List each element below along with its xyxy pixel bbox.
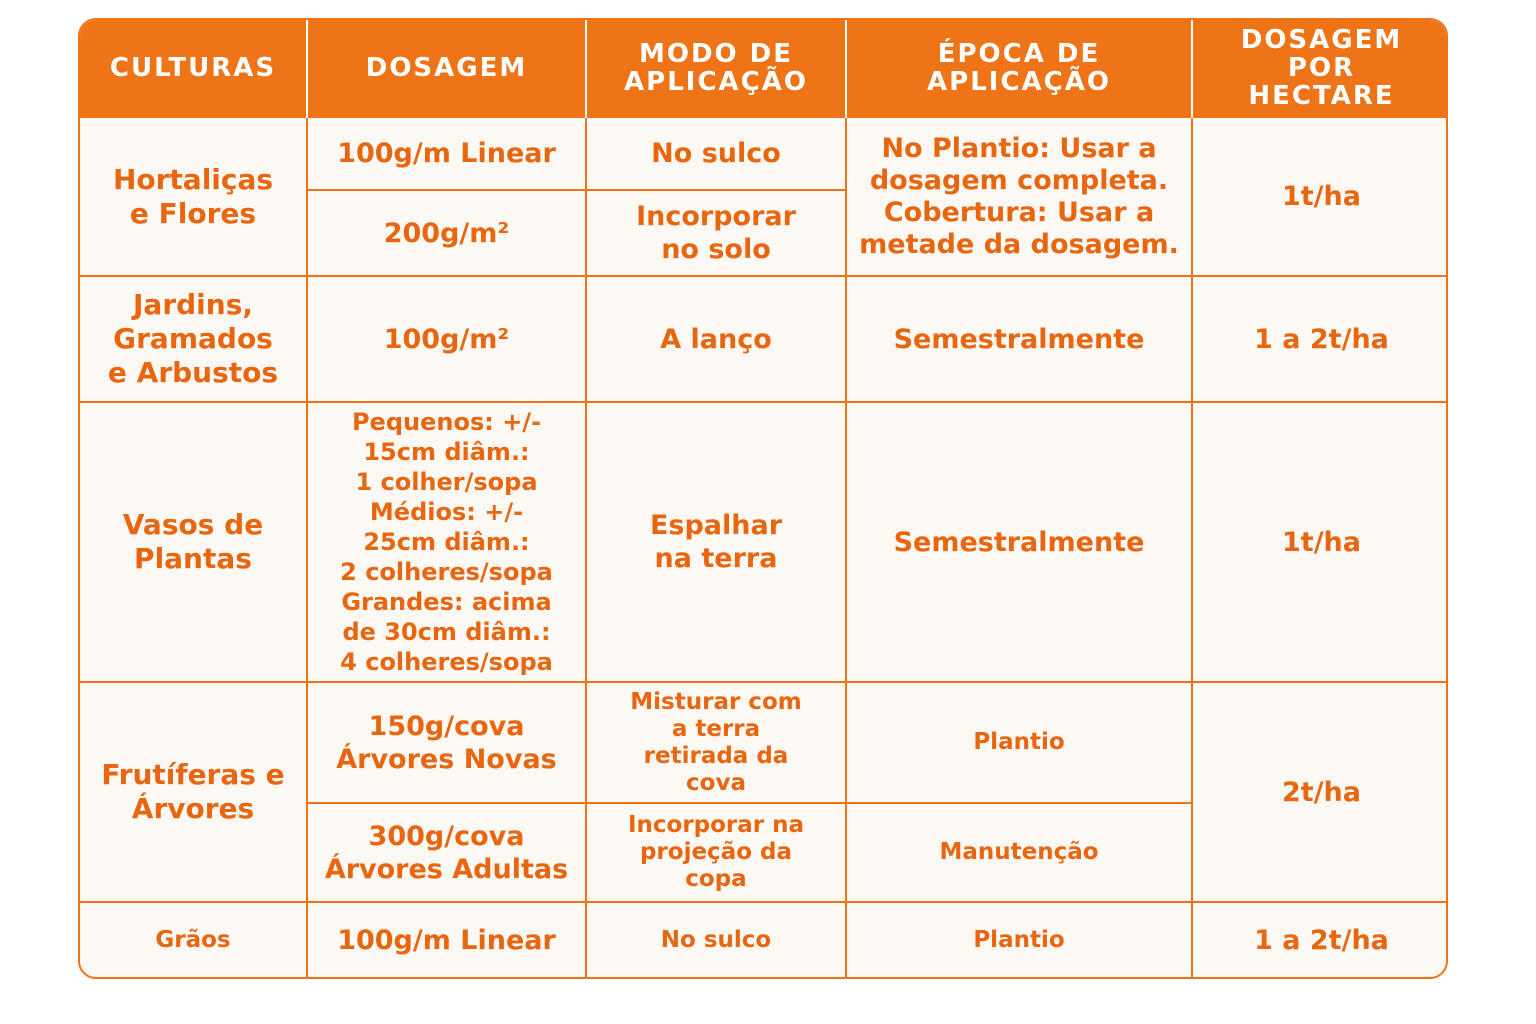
header-dosagem-hectare: DOSAGEM POR HECTARE xyxy=(1192,20,1448,117)
cultura-cell: Grãos xyxy=(80,902,307,977)
header-culturas: CULTURAS xyxy=(80,20,307,117)
modo-cell: No sulco xyxy=(586,117,846,190)
epoca-cell: Semestralmente xyxy=(846,402,1192,682)
header-modo-aplicacao: MODO DE APLICAÇÃO xyxy=(586,20,846,117)
epoca-cell: Plantio xyxy=(846,902,1192,977)
dosagem-cell: 150g/cova Árvores Novas xyxy=(307,682,586,803)
dosagem-cell: Pequenos: +/- 15cm diâm.: 1 colher/sopa Médios: +/- 25cm diâm.: 2 colheres/sopa Grandes: acima de 30cm diâm.: 4 colheres/sopa xyxy=(307,402,586,682)
hectare-cell: 1 a 2t/ha xyxy=(1192,276,1448,402)
dosagem-cell: 100g/m² xyxy=(307,276,586,402)
modo-cell: Espalhar na terra xyxy=(586,402,846,682)
epoca-cell: Plantio xyxy=(846,682,1192,803)
header-epoca-aplicacao: ÉPOCA DE APLICAÇÃO xyxy=(846,20,1192,117)
epoca-cell: Manutenção xyxy=(846,803,1192,902)
hectare-cell: 1t/ha xyxy=(1192,117,1448,276)
dosagem-cell: 300g/cova Árvores Adultas xyxy=(307,803,586,902)
application-table-container xyxy=(78,18,1448,979)
dosagem-cell: 100g/m Linear xyxy=(307,117,586,190)
cultura-cell: Hortaliças e Flores xyxy=(80,117,307,276)
table-row xyxy=(80,276,1448,402)
cultura-cell: Jardins, Gramados e Arbustos xyxy=(80,276,307,402)
hectare-cell: 1 a 2t/ha xyxy=(1192,902,1448,977)
table-row xyxy=(80,117,1448,190)
modo-cell: Incorporar na projeção da copa xyxy=(586,803,846,902)
dosagem-cell: 200g/m² xyxy=(307,190,586,276)
cultura-cell: Vasos de Plantas xyxy=(80,402,307,682)
header-dosagem: DOSAGEM xyxy=(307,20,586,117)
table-row xyxy=(80,682,1448,803)
table-row xyxy=(80,902,1448,977)
modo-cell: A lanço xyxy=(586,276,846,402)
modo-cell: No sulco xyxy=(586,902,846,977)
hectare-cell: 2t/ha xyxy=(1192,682,1448,902)
cultura-cell: Frutíferas e Árvores xyxy=(80,682,307,902)
modo-cell: Incorporar no solo xyxy=(586,190,846,276)
modo-cell: Misturar com a terra retirada da cova xyxy=(586,682,846,803)
hectare-cell: 1t/ha xyxy=(1192,402,1448,682)
epoca-cell: No Plantio: Usar a dosagem completa. Cobertura: Usar a metade da dosagem. xyxy=(846,117,1192,276)
epoca-cell: Semestralmente xyxy=(846,276,1192,402)
application-table xyxy=(80,20,1448,977)
table-row xyxy=(80,402,1448,682)
header-row xyxy=(80,20,1448,117)
dosagem-cell: 100g/m Linear xyxy=(307,902,586,977)
